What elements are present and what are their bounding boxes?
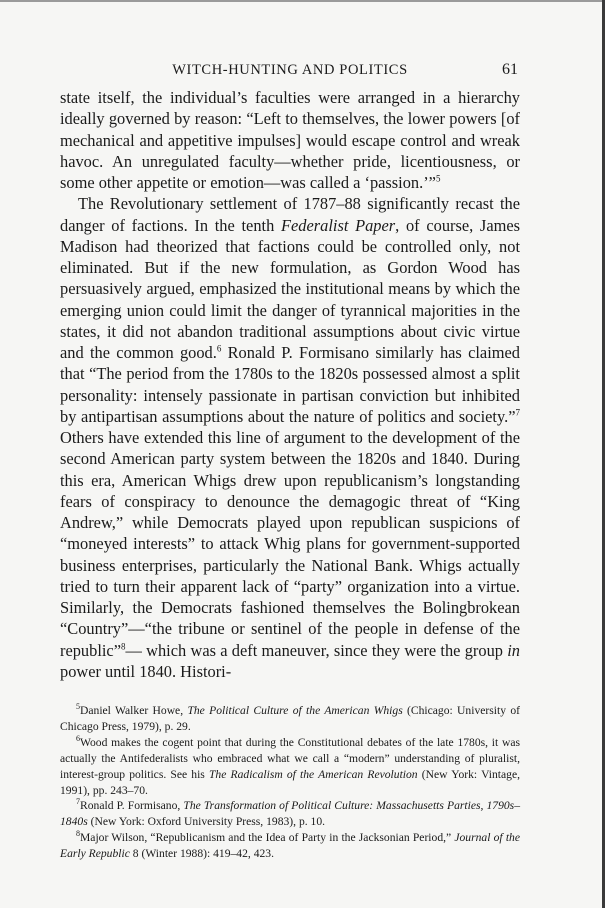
paragraph-revolutionary-settlement: The Revolutionary settlement of 1787–88 significantly recast the danger of factions. In the tenth Federalist Paper, of course, James Madison had theorized that factions could be controlled only, not eliminated. But if the new formulation, as Gordon Wood has persuasively argued, emphasized the institutional means by which the emerging union could limit the danger of tyrannical majorities in the states, it did not abandon traditional assumptions about civic virtue and the common good.$^6$ Ronald P. Formisano similarly has claimed that “The period from the 1780s to the 1820s possessed almost a split personality: intensely passionate in partisan conviction but inhibited by antipartisan assumptions about the nature of politics and society.”$^7$ Others have extended this line of argument to the development of the second American party system between the 1820s and 1840. During this era, American Whigs drew upon republicanism’s longstanding fears of conspiracy to denounce the demagogic threat of “King Andrew,” while Democrats played upon republican suspicions of “moneyed interests” to attack Whig plans for government-supported business enterprises, particularly the National Bank. Whigs actually tried to turn their apparent lack of “party” organization into a virtue. Similarly, the Democrats fashioned themselves the Bolingbrokean “Country”—“the tribune or sentinel of the people in defense of the republic”$^8$— which was a deft maneuver, since they were the group in power until 1840. Histori- xyxy=(60,194,520,681)
page-number: 61 xyxy=(502,61,518,78)
body-text xyxy=(60,87,520,682)
footnote-ref-8[interactable]: 8 xyxy=(120,641,126,652)
running-title: WITCH-HUNTING AND POLITICS xyxy=(172,62,408,78)
page-content xyxy=(60,60,520,682)
footnotes xyxy=(60,703,520,862)
italic-federalist-paper: Federalist Paper xyxy=(281,215,396,235)
paragraph-continued: state itself, the individual’s faculties were arranged in a hierarchy ideally governed by reason: “Left to themselves, the lower powers [of mechanical and appetitive impulses] would escape control and wreak havoc. An unregulated faculty—whether pride, licentiousness, or some other appetite or emotion—was called a ‘passion.’”$^5$ xyxy=(60,88,520,192)
footnote-6: $^6$Wood makes the cogent point that during the Constitutional debates of the late 1780s, it was actually the Antifederalists who embraced what we call a “modern” understanding of pluralist, interest-group politics. See his The Radicalism of the American Revolution (New York: Vintage, 1991), pp. 243–70. xyxy=(60,733,520,797)
footnote-8: $^8$Major Wilson, “Republicanism and the Idea of Party in the Jacksonian Period,” Journal of the Early Republic 8 (Winter 1988): 419–42, 423. xyxy=(60,829,520,861)
page-top-edge xyxy=(0,0,605,2)
running-head xyxy=(60,60,520,84)
footnote-7: $^7$Ronald P. Formisano, The Transformation of Political Culture: Massachusetts Parties, 1790s–1840s (New York: Oxford University Press, 1983), p. 10. xyxy=(60,797,520,829)
footnote-ref-7[interactable]: 7 xyxy=(515,407,520,418)
italic-in: in xyxy=(507,640,520,660)
footnote-5: $^5$Daniel Walker Howe, The Political Culture of the American Whigs (Chicago: University of Chicago Press, 1979), p. 29. xyxy=(60,702,520,733)
footnote-ref-6[interactable]: 6 xyxy=(216,343,222,354)
footnote-ref-5[interactable]: 5 xyxy=(435,173,441,184)
